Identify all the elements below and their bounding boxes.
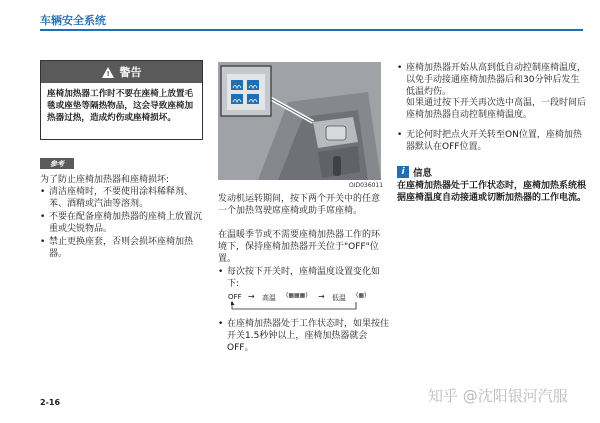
list-item: • 每次按下开关时，座椅温度设置变化如下: bbox=[218, 266, 390, 290]
list-item: • 禁止更换座套，否则会损坏座椅加热器。 bbox=[40, 236, 210, 260]
warning-header bbox=[41, 61, 202, 83]
off-season-paragraph: 在温暖季节或不需要座椅加热器工作的环境下，保持座椅加热器开关位于"OFF"位置。 bbox=[218, 230, 381, 264]
list-item: • 座椅加热器开始从高到低自动控制座椅温度，以免手动接通座椅加热器后和30分钟后发生低温灼伤。 bbox=[397, 62, 587, 98]
list-item: • 无论何时把点火开关转至ON位置，座椅加热器默认在OFF位置。 bbox=[397, 129, 587, 153]
auto-control-list bbox=[397, 62, 587, 98]
reference-title: 为了防止座椅加热器和座椅损坏: bbox=[40, 175, 170, 185]
heat-high-icon: (▦▦▦) bbox=[286, 292, 308, 299]
hold-switch-list bbox=[218, 318, 390, 354]
list-item: • 不要在配备座椅加热器的座椅上放置沉重或尖锐物品。 bbox=[40, 211, 210, 235]
warning-box bbox=[40, 60, 203, 140]
return-loop-arrow-icon bbox=[231, 301, 371, 313]
header-divider bbox=[40, 29, 583, 31]
seq-high: 高温 bbox=[262, 294, 276, 302]
figure-id: OID036011 bbox=[349, 182, 384, 189]
section-title: 车辆安全系统 bbox=[40, 14, 106, 27]
seq-off: OFF bbox=[228, 293, 242, 301]
heat-low-icon: (▦) bbox=[356, 292, 367, 299]
info-header bbox=[397, 165, 432, 179]
info-text: 在座椅加热器处于工作状态时，座椅加热系统根据座椅温度自动接通或切断加热器的工作电流。 bbox=[397, 181, 587, 203]
ignition-default-list bbox=[397, 129, 587, 153]
list-item: • 在座椅加热器处于工作状态时，如果按住开关1.5秒钟以上，座椅加热器就会OFF。 bbox=[218, 318, 390, 354]
page-number: 2-16 bbox=[40, 398, 61, 407]
arrow-right-icon: → bbox=[248, 292, 255, 301]
info-title: 信息 bbox=[413, 168, 433, 179]
warning-triangle-icon: ! bbox=[102, 67, 114, 78]
page-header bbox=[0, 0, 600, 36]
seat-heater-switch-figure bbox=[218, 62, 381, 180]
reselect-high-paragraph: 如果通过按下开关再次选中高温，一段时间后座椅加热器自动控制座椅温度。 bbox=[406, 98, 587, 120]
setting-change-list bbox=[218, 266, 390, 290]
console-illustration bbox=[218, 62, 381, 180]
warning-title: 警告 bbox=[119, 66, 142, 79]
reference-tag: 参考 bbox=[40, 158, 74, 169]
list-item: • 清洁座椅时，不要使用涂料稀释剂、苯、酒精或汽油等溶剂。 bbox=[40, 186, 210, 210]
arrow-right-icon: → bbox=[318, 292, 325, 301]
info-icon: i bbox=[397, 166, 409, 178]
watermark: 知乎 @沈阳银河汽服 bbox=[428, 387, 568, 405]
seq-low: 低温 bbox=[332, 294, 346, 302]
warning-text: 座椅加热器工作时不要在座椅上放置毛毯或座垫等隔热物品，这会导致座椅加热器过热，造成灼伤或座椅损坏。 bbox=[47, 89, 194, 123]
temperature-sequence bbox=[228, 293, 378, 315]
operation-paragraph: 发动机运转期间，按下两个开关中的任意一个加热驾驶席座椅或助手席座椅。 bbox=[218, 194, 381, 216]
reference-list bbox=[40, 186, 210, 261]
